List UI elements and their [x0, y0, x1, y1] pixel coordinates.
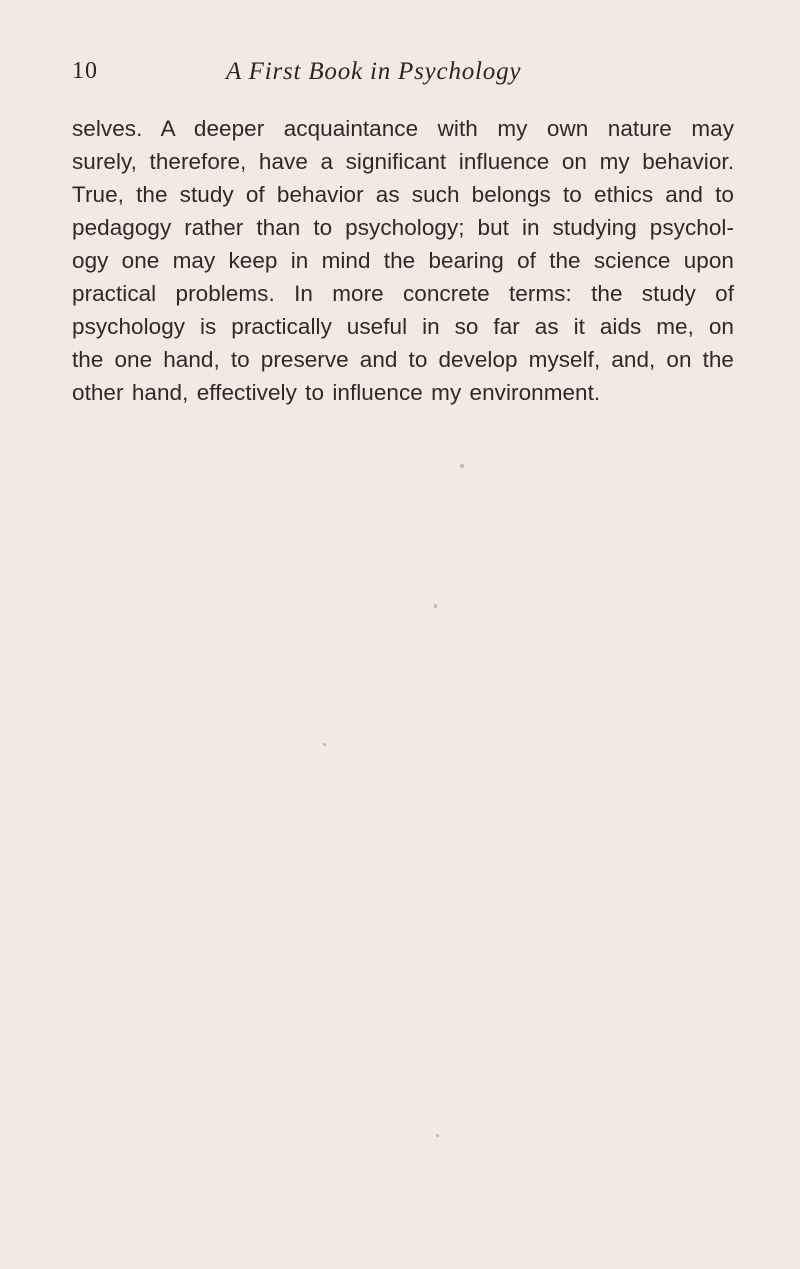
running-title: A First Book in Psychology: [226, 58, 522, 85]
text-line: psychology is practically useful in so far as it aids me, on: [72, 314, 734, 339]
text-line: practical problems. In more concrete terms: the study of: [72, 281, 734, 306]
text-line: ogy one may keep in mind the bearing of the science upon: [72, 248, 734, 273]
paper-speck: [460, 464, 464, 468]
paper-speck: [323, 743, 326, 746]
text-line: pedagogy rather than to psychology; but in studying psychol-: [72, 215, 734, 240]
text-line: other hand, effectively to influence my environment.: [72, 380, 601, 405]
page-header: [72, 58, 732, 98]
text-line: the one hand, to preserve and to develop myself, and, on the: [72, 347, 734, 372]
body-paragraph: [72, 112, 734, 409]
text-line: True, the study of behavior as such belongs to ethics and to: [72, 182, 734, 207]
paper-speck: [436, 1134, 439, 1137]
page-number: 10: [72, 58, 98, 84]
paper-speck: [434, 604, 437, 608]
text-line: selves. A deeper acquaintance with my own nature may: [72, 116, 734, 141]
text-line: surely, therefore, have a significant influence on my behavior.: [72, 149, 734, 174]
